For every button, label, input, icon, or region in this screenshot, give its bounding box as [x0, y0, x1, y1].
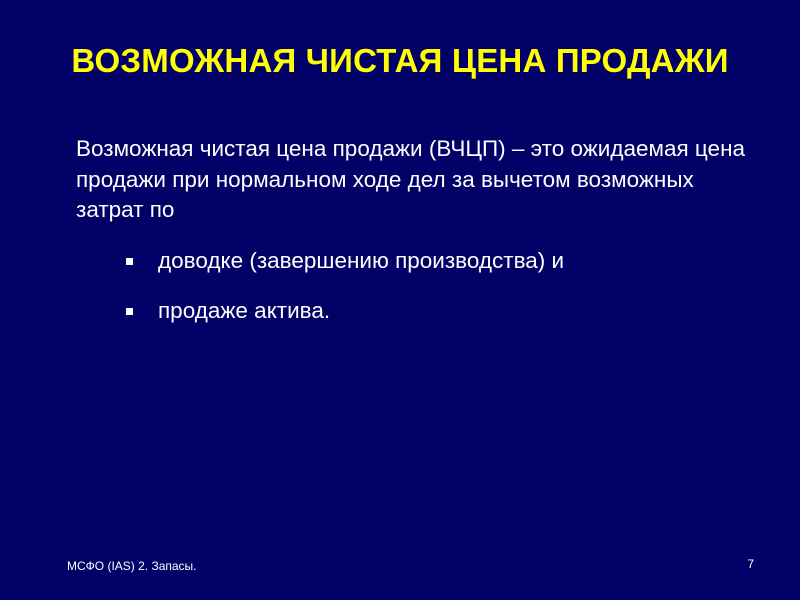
footer-text: МСФО (IAS) 2. Запасы. [67, 559, 197, 573]
list-item [124, 296, 564, 326]
definition-paragraph: Возможная чистая цена продажи (ВЧЦП) – это ожидаемая цена продажи при нормальном ходе дел за вычетом возможных затрат по [76, 136, 746, 222]
square-bullet-icon [126, 258, 133, 265]
bullet-list [124, 246, 564, 346]
slide-title: ВОЗМОЖНАЯ ЧИСТАЯ ЦЕНА ПРОДАЖИ [71, 42, 729, 79]
list-item [124, 246, 564, 276]
bullet-text: продаже актива. [158, 298, 331, 323]
page-number: 7 [747, 557, 754, 571]
bullet-text: доводке (завершению производства) и [158, 248, 565, 273]
square-bullet-icon [126, 308, 133, 315]
